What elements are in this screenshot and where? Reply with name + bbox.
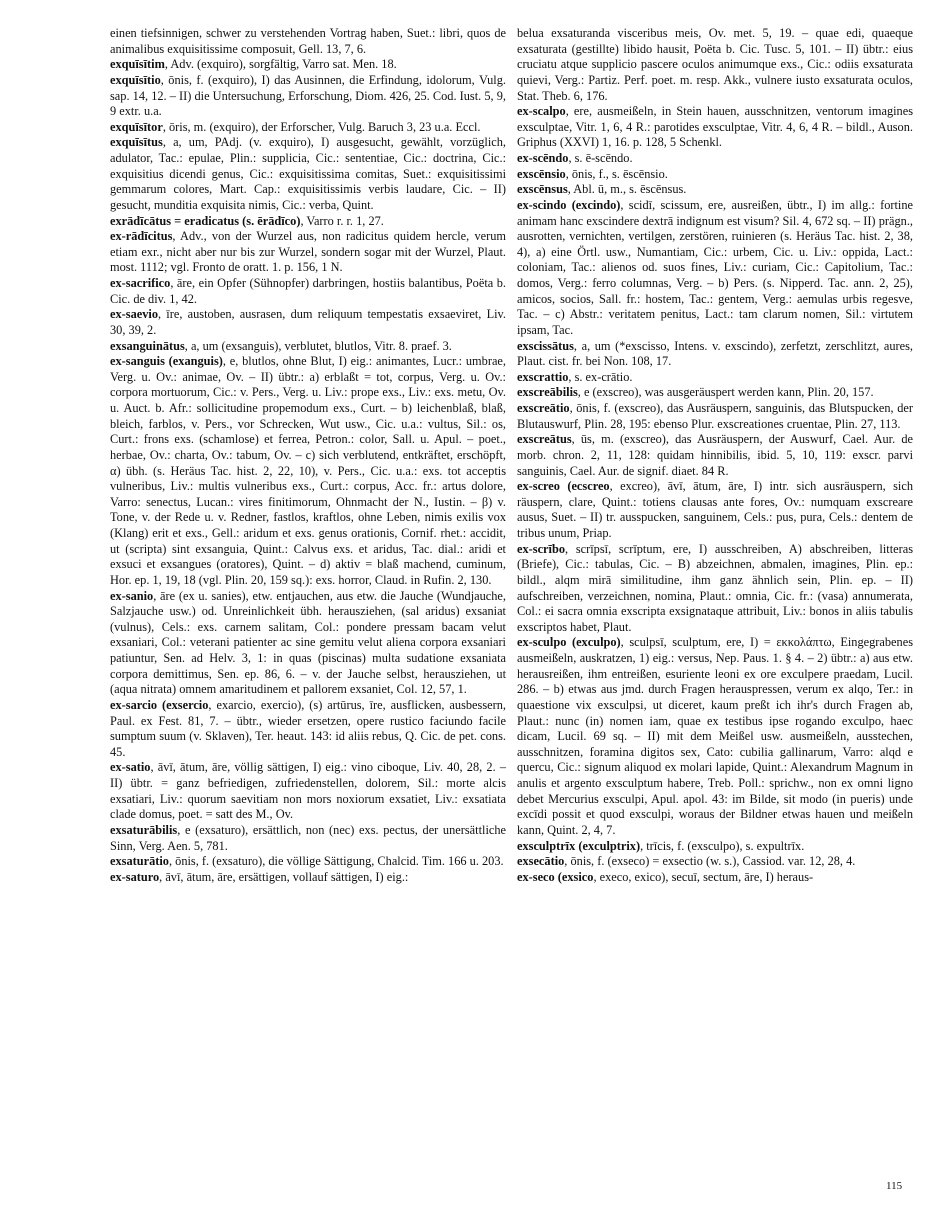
dictionary-entry: ex-sculpo (exculpo), sculpsī, sculptum, ere, I) = εκκολάπτω, Eingegrabenes ausmeißeln, auskratzen, 1) eig.: versus, Nep. Paus. 1. § 4. – 2) übtr.: a) aus etw. herausreißen, ihm entreißen, esuriente leoni ex ore exculpere praedam, Lucil. 286. – b) etwas aus jmd. durch Fragen herauspressen, verum ex alqo, Ter.: in quaestione vix exsculpsi, ut diceret, kaum preßt ich ihr's durch Fragen ab, Plaut.: nunc (in) nomen iam, quae ex testibus ipse rogando exculpo, haec dicam, Lucil. 69 sq. – II) mit dem Meißel usw. ausmeißeln, ausstechen, ausschnitzen, foramina digitos sex, Cato: cubilia gallinarum, Varro: alqd e quercu, Cic.: signum aliquod ex molari lapide, Quint.: Alexandrum Magnum in anulis et argento exsculptum habere, Treb. Poll.: sprichw., non ex omni ligno debet Mercurius exsculpi, Apul. apol. 43: im Bilde, sit modo (in pueris) unde excīdi possit et quod exsculpi, woraus der Bildner etwas hauen und meißeln kann, Quint. 2, 4, 7. [517,635,913,837]
dictionary-entry: exscreābilis, e (exscreo), was ausgeräuspert werden kann, Plin. 20, 157. [517,385,874,400]
dictionary-entry: exscēnsus, Abl. ū, m., s. ēscēnsus. [517,182,687,197]
dictionary-entry: exscēnsio, ōnis, f., s. ēscēnsio. [517,166,668,181]
dictionary-entry: belua exsaturanda visceribus meis, Ov. met. 5, 19. – quae edi, quaeque exsaturata (gestillte) libido hausit, Poëta b. Cic. Tusc. 5, 101. – II) übtr.: eius cruciatu atque supplicio pascere oculos animumque exs., Cic.: odiis exsaturata quievi, Verg.: Partiz. Perf. poet. m. resp. Akk., vulnere iusto exsaturata oculos, Stat. Theb. 6, 176. [517,26,913,103]
dictionary-entry: ex-sanguis (exanguis), e, blutlos, ohne Blut, I) eig.: animantes, Lucr.: umbrae, Verg. u. Ov.: animae, Ov. – II) übtr.: a) erblaßt = tot, corpus, Verg. u. Ov.: corpora mortuorum, Cic.: v. Pers., Verg. u. Liv.: prope exs., Liv.: exs. metu, Ov. u. Auct. b. Afr.: sollicitudine propemodum exs., Curt. – b) leichenblaß, blaß, bleich, farblos, v. Pers., vor Schrecken, Wut usw., Cic. u.a.: vultus, Sil.: os, Curt.: frons exs. (schamlose) et ferrea, Petron.: color, Sall. u. Apul. – poet., herbae, Ov.: charta, Ov.: tabum, Ov. – c) sich verblutend, entkräftet, erschöpft, α) übh. (s. Heräus Tac. hist. 2, 22, 10), v. Pers., Cic. u.a.: exs. tot acceptis vulneribus, Liv.: multis vulneribus exs., Curt.: corpus, Acc. fr.: artus dolore, Varro: senectus, Lucan.: vires finitimorum, Ohnmacht der N., Iustin. – β) v. Tone, v. der Rede u. v. Redner, fastlos, kraftlos, ohne Leben, nimis exilis vox (Klang) erit et exs., Gell.: aridum et exs. genus orationis, Cornif. rhet.: accidit, ut (scripta) sint exsanguia, Quint.: Calvus exs. et aridus, Tac. dial.: aridi et exsuci et exsangues (oratores), Quint. – d) aktiv = blaß machend, cuminum, Hor. ep. 1, 19, 18 (vgl. Plin. 20, 159 sq.): exs. horror, Claud. in Rufin. 2, 130. [110,354,506,587]
dictionary-entry: ex-sacrifico, āre, ein Opfer (Sühnopfer) darbringen, hostiis balantibus, Poëta b. Cic. de div. 1, 42. [110,276,506,306]
dictionary-entry: exquīsītio, ōnis, f. (exquiro), I) das Ausinnen, die Erfindung, idolorum, Vulg. sap. 14, 12. – II) die Untersuchung, Erforschung, Diom. 426, 25. Cod. Iust. 5, 9, 9 extr. u.a. [110,72,506,119]
dictionary-entry: ex-screo (ecscreo, excreo), āvī, ātum, āre, I) intr. sich ausräuspern, sich räuspern, clare, Quint.: totiens clausas ante fores, Ov.: numquam exscreare ausus, Suet. – II) tr. ausspucken, sanguinem, Cels.: pus, pura, Cels.: dentem de tribus unum, Priap. [517,479,914,540]
dictionary-entry: exscrattio, s. ex-crātio. [517,369,633,384]
dictionary-entry: ex-rādīcitus, Adv., von der Wurzel aus, non radicitus quidem hercle, verum etiam exr., nicht aber nur bis zur Wurzel, sondern sogar mit der Wurzel, Plaut. most. 1112; vgl. Fronto de oratt. 1. p. 156, 1 N. [110,229,506,275]
dictionary-entry: exsanguinātus, a, um (exsanguis), verblutet, blutlos, Vitr. 8. praef. 3. [110,338,452,353]
dictionary-entry: ex-scrībo, scrīpsī, scrīptum, ere, I) ausschreiben, A) abschreiben, litteras (Briefe), Cic.: tabulas, Cic. – B) abzeichnen, abmalen, imagines, Plin. ep.: bildl., alqm mirā similitudine, ihm ganz ähnlich sein, Plin. ep. – II) aufschreiben, verzeichnen, nomina, Plaut.: omnia, Cic. fr.: (vasa) annumerata, Col.: ei sacra omnia exscripta exsignataque attribuit, Liv.: bonos in aliis tabulis exscriptos habet, Plaut. [517,541,913,634]
dictionary-entry: einen tiefsinnigen, schwer zu verstehenden Vortrag haben, Suet.: libri, quos de animalibus exquisitissime composuit, Gell. 13, 7, 6. [110,26,506,56]
dictionary-entry: ex-sarcio (exsercio, exarcio, exercio), (s) artūrus, īre, ausflicken, ausbessern, Paul. ex Fest. 81, 7. – übtr., wieder ersetzen, opere rustico faciundo facile sumptum suum (v. Sklaven), Ter. heaut. 143: id aliis rebus, Q. Cic. de pet. cons. 45. [110,697,506,759]
dictionary-entry: exquīsītus, a, um, PAdj. (v. exquiro), I) ausgesucht, gewählt, vorzüglich, adulator, Tac.: epulae, Plin.: supplicia, Cic.: sententiae, Cic.: doctrina, Cic.: exquisitius dicendi genus, Cic.: exquisitissima comitas, Suet.: exquisitissimi gemmarum colores, Mart. Cap.: exquisitissimis verbis laudare, Cic. – II) gesucht, munditia exquisita nimis, Cic.: verba, Quint. [110,135,506,212]
dictionary-entry: ex-satio, āvī, ātum, āre, völlig sättigen, I) eig.: vino ciboque, Liv. 40, 28, 2. – II) übtr. = ganz befriedigen, zufriedenstellen, dolorem, Sil.: morte alcis exsatiari, Liv.: quorum saevitiam non mors noxiorum exsatiet, Liv.: exsatiata clade domus, poet. = satt des M., Ov. [110,760,506,822]
dictionary-entry: ex-scalpo, ere, ausmeißeln, in Stein hauen, ausschnitzen, ventorum imagines exsculptae, Vitr. 1, 6, 4 R.: parotides exsculptae, Vitr. 4, 6, 4 R. – bildl., Auson. Griphus (XXVI) 1, 16. p. 128, 5 Schenkl. [517,104,913,150]
dictionary-entry: exscissātus, a, um (*exscisso, Intens. v. exscindo), zerfetzt, zerschlitzt, aures, Plaut. cist. fr. bei Non. 108, 17. [517,338,913,369]
dictionary-entry: ex-scindo (excindo), scidī, scissum, ere, ausreißen, übtr., I) im allg.: fortine animam hanc exscindere dextrā indignum est visum? Sil. 4, 672 sq. – II) prägn., ausrotten, vernichten, vertilgen, zerstören, ruinieren (s. Heräus Tac. hist. 2, 38, 4), a) eine Örtl. usw., Numantiam, Cic.: urbem, Cic. u. Liv.: oppida, Lact.: coloniam, Tac.: alienos od. suos fines, Liv.: curiam, Cic.: Capitolium, Tac.: domos, Verg.: ferro columnas, Verg. – b) Pers. (s. Nipperd. Tac. ann. 2, 25), amicos, socios, Sall. fr.: hostem, Tac.: gentem, Verg.: aemulas urbis regesve, Tac. – c) Abstr.: veritatem penitus, Lact.: tam clarum nomen, Sil.: virtutem ipsam, Tac. [517,197,913,337]
right-column [517,26,913,885]
dictionary-entry: exquīsītim, Adv. (exquiro), sorgfältig, Varro sat. Men. 18. [110,57,397,72]
dictionary-entry: exsculptrīx (exculptrix), trīcis, f. (exsculpo), s. expultrīx. [517,838,805,853]
page-number: 115 [886,1180,903,1192]
dictionary-entry: ex-saturo, āvī, ātum, āre, ersättigen, vollauf sättigen, I) eig.: [110,869,409,884]
dictionary-entry: exsecātio, ōnis, f. (exseco) = exsectio (w. s.), Cassiod. var. 12, 28, 4. [517,854,856,869]
dictionary-entry: ex-seco (exsico, execo, exico), secuī, sectum, āre, I) heraus- [517,869,814,884]
dictionary-entry: exrādīcātus = eradicatus (s. ērādīco), Varro r. r. 1, 27. [110,213,384,228]
dictionary-entry: exscreātio, ōnis, f. (exscreo), das Ausräuspern, sanguinis, das Blutspucken, der Blutauswurf, Plin. 28, 195: ebenso Plur. exscreationes cruentae, Plin. 27, 113. [517,401,913,431]
dictionary-entry: exsaturābilis, e (exsaturo), ersättlich, non (nec) exs. pectus, der unersättliche Sinn, Verg. Aen. 5, 781. [110,822,506,853]
dictionary-entry: exscreātus, ūs, m. (exscreo), das Ausräuspern, der Auswurf, Cael. Aur. de morb. chron. 2, 11, 128: quidam hinnibilis, ibid. 5, 10, 119: exscr. parvi sanguinis, Cael. Aur. de signif. diaet. 84 R. [517,432,913,478]
dictionary-entry: ex-sanio, āre (ex u. sanies), etw. entjauchen, aus etw. die Jauche (Wundjauche, Salzjauche usw.) od. Unreinlichkeit übh. herausziehen, (sal aridus) exsaniat (vulnus), Cels.: exs. carnem salitam, Col.: pondere pressam bacam velut exsaniari, Col.: veterani patienter ac sine gemitu velut aliena corpora exsaniari patiuntur, Sen. ad Helv. 3, 1: in quas (piscinas) multa sudatione exsaniata corpora demittimus, Sen. ep. 86, 6. – v. der Jauche selbst, herausziehen, ut (aqua nitrata) omnem amaritudinem et pallorem exsaniet, Col. 12, 57, 1. [110,588,506,697]
dictionary-entry: ex-saevio, īre, austoben, ausrasen, dum reliquum tempestatis exsaeviret, Liv. 30, 39, 2. [110,307,506,337]
dictionary-entry: exsaturātio, ōnis, f. (exsaturo), die völlige Sättigung, Chalcid. Tim. 166 u. 203. [110,854,504,869]
left-column [110,26,506,885]
dictionary-entry: exquīsītor, ōris, m. (exquiro), der Erforscher, Vulg. Baruch 3, 23 u.a. Eccl. [110,119,481,134]
dictionary-entry: ex-scēndo, s. ē-scēndo. [517,151,633,165]
